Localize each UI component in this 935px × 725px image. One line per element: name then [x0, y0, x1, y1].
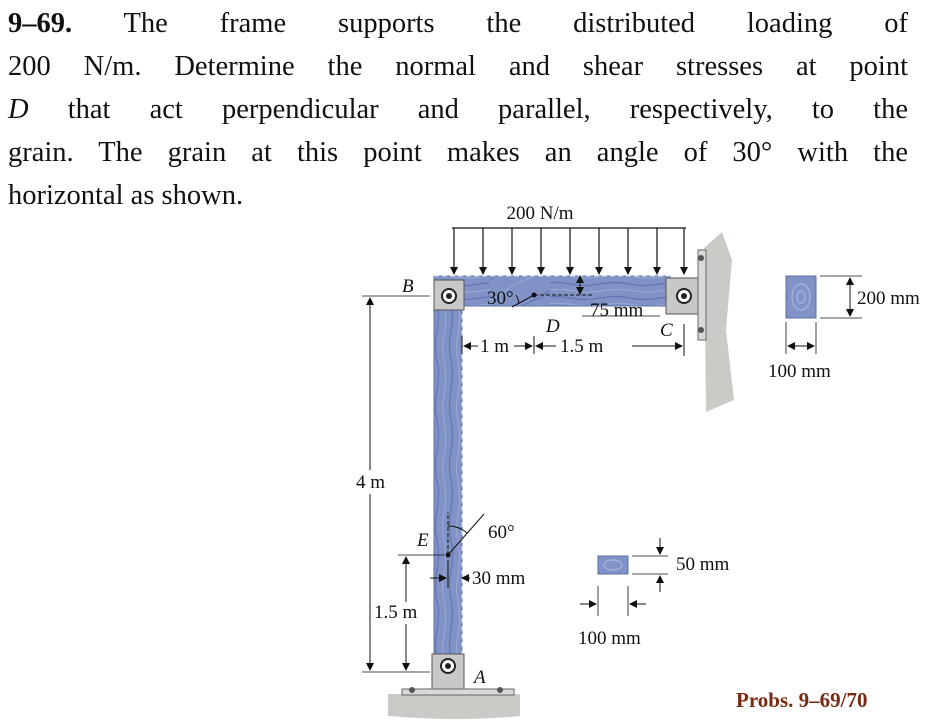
section2-height-label: 50 mm — [676, 554, 730, 575]
ground-base — [388, 694, 520, 719]
label-D: D — [546, 316, 560, 337]
dim-1m: 1 m — [480, 336, 510, 357]
vertical-member — [434, 276, 462, 690]
label-C: C — [660, 320, 673, 341]
problem-number: 9–69. — [8, 8, 73, 39]
section2-width-label: 100 mm — [578, 628, 641, 649]
load-label: 200 N/m — [506, 203, 574, 224]
problem-line-5: horizontal as shown. — [8, 180, 244, 211]
dim-4m: 4 m — [356, 472, 386, 493]
cross-section-1 — [786, 276, 816, 318]
dim-1.5m-vertical: 1.5 m — [374, 602, 418, 623]
section1-width-label: 100 mm — [768, 361, 831, 382]
load-arrows — [454, 228, 684, 274]
angle-D-label: 30° — [487, 288, 514, 309]
label-E: E — [417, 530, 429, 551]
problem-line-4: grain. The grain at this point makes an angle of 30° with the — [8, 137, 908, 168]
dim-1.5m: 1.5 m — [560, 336, 604, 357]
problem-point-D: D — [8, 94, 29, 125]
problem-line-1-text: The frame supports the distributed loading of — [123, 8, 908, 39]
wall-support — [704, 232, 734, 412]
problem-line-3-text: that act perpendicular and parallel, respectively, to the — [67, 94, 908, 125]
angle-E-label: 60° — [488, 522, 515, 543]
section1-height-label: 200 mm — [857, 288, 920, 309]
dim-75mm: 75 mm — [590, 300, 644, 321]
label-B: B — [402, 276, 414, 297]
label-A: A — [474, 667, 486, 688]
cross-section-2 — [598, 556, 628, 574]
dim-30mm: 30 mm — [472, 568, 526, 589]
wall-plate — [698, 250, 706, 340]
problem-reference: Probs. 9–69/70 — [736, 688, 868, 712]
problem-line-2: 200 N/m. Determine the normal and shear stresses at point — [8, 51, 908, 82]
